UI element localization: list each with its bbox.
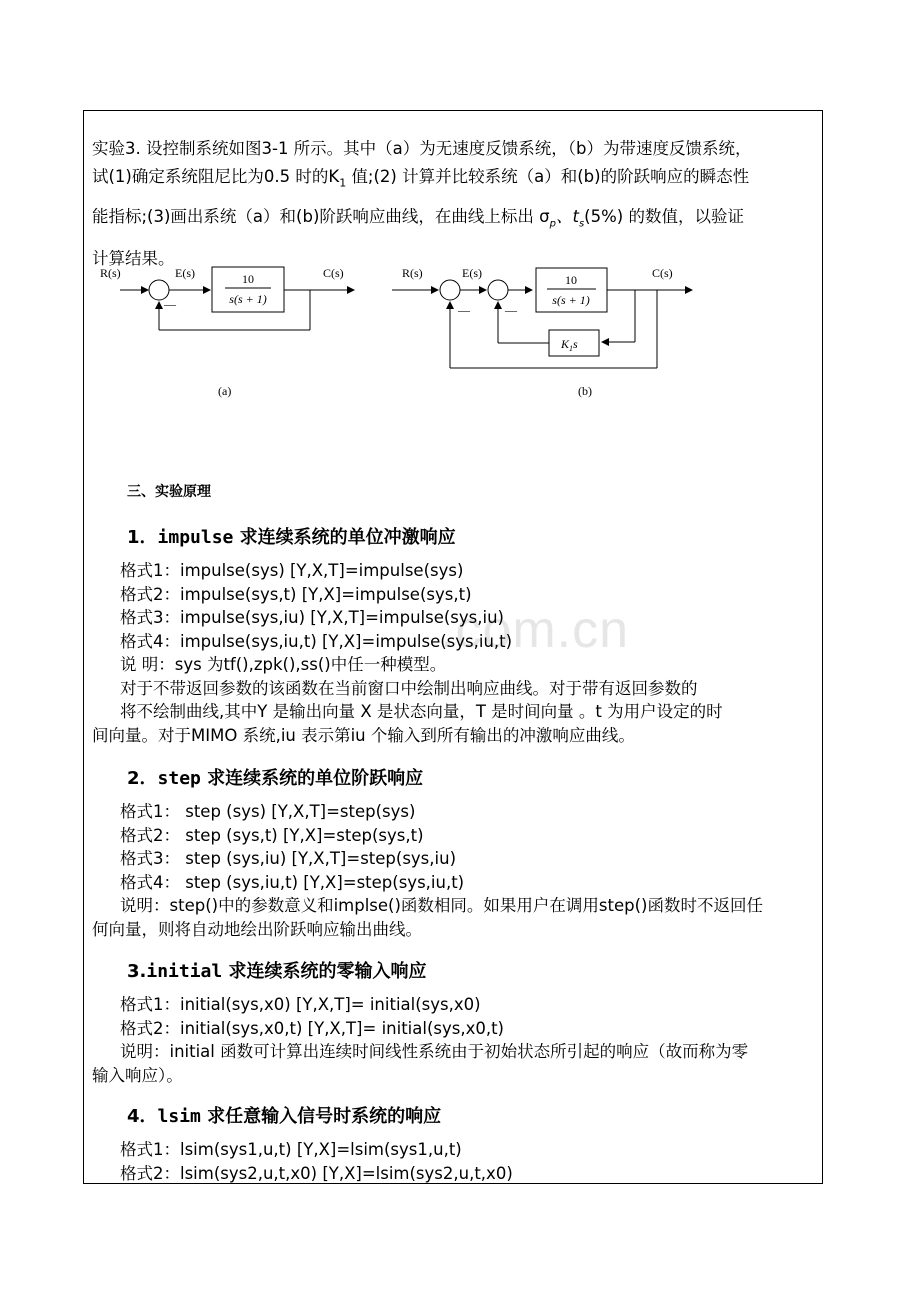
initial-note-b: 输入响应）。 xyxy=(92,1065,183,1085)
intro-line-4: 计算结果。 xyxy=(92,248,175,268)
lsim-body xyxy=(92,1138,820,1185)
label-r-b: R(s) xyxy=(402,266,423,280)
impulse-note: 说 明：sys 为tf(),zpk(),ss()中任一种模型。 xyxy=(120,655,447,674)
impulse-format-4: 格式4：impulse(sys,iu,t) [Y,X]=impulse(sys,iu,t) xyxy=(120,631,513,651)
svg-text:—: — xyxy=(505,303,517,317)
heading-impulse: 1．impulse 求连续系统的单位冲激响应 xyxy=(127,527,456,548)
svg-text:K1s: $K_1s$ xyxy=(561,337,578,353)
intro-line-3: 能指标;(3)画出系统（a）和(b)阶跃响应曲线，在曲线上标出 $\sigma_p$、$t_s(5\%)$ 的数值，以验证 xyxy=(92,207,744,230)
summing-junction-b2 xyxy=(488,280,508,300)
svg-text:10: 10 xyxy=(242,272,254,286)
initial-body xyxy=(92,993,820,1087)
svg-text:—: — xyxy=(458,303,470,317)
experiment-description xyxy=(92,135,822,273)
svg-text:10: 10 xyxy=(565,273,577,287)
label-c-a: C(s) xyxy=(323,266,344,280)
initial-format-1: 格式1：initial(sys,x0) [Y,X,T]= initial(sys,x0) xyxy=(120,995,481,1014)
impulse-body xyxy=(92,559,820,747)
step-format-1: 格式1： step (sys) [Y,X,T]=step(sys) xyxy=(120,802,416,821)
svg-text:—: — xyxy=(164,297,176,311)
step-note-b: 何向量，则将自动地绘出阶跃响应输出曲线。 xyxy=(92,919,422,939)
diagram-a xyxy=(100,266,354,398)
label-e-a: E(s) xyxy=(175,266,195,280)
initial-format-2: 格式2：initial(sys,x0,t) [Y,X,T]= initial(sys,x0,t) xyxy=(120,1018,504,1038)
impulse-para-2a: 将不绘制曲线,其中Y 是输出向量 X 是状态向量，T 是时间向量 。t 为用户设定的时 xyxy=(120,702,723,721)
block-diagram xyxy=(90,258,710,408)
impulse-format-3: 格式3：impulse(sys,iu) [Y,X,T]=impulse(sys,iu) xyxy=(120,608,504,627)
impulse-para-2b: 间向量。对于MIMO 系统,iu 表示第iu 个输入到所有输出的冲激响应曲线。 xyxy=(92,725,635,745)
step-body xyxy=(92,800,820,941)
caption-b: (b) xyxy=(578,384,592,398)
heading-initial: 3.initial 求连续系统的零输入响应 xyxy=(127,961,427,982)
intro-line-2: 试(1)确定系统阻尼比为0.5 时的$K_1$ 值;(2) 计算并比较系统（a）和(b)的阶跃响应的瞬态性 xyxy=(92,167,750,190)
impulse-format-2: 格式2：impulse(sys,t) [Y,X]=impulse(sys,t) xyxy=(120,584,472,604)
summing-junction-b1 xyxy=(440,280,460,300)
initial-note-a: 说明：initial 函数可计算出连续时间线性系统由于初始状态所引起的响应（故而称为零 xyxy=(120,1042,749,1061)
step-format-3: 格式3： step (sys,iu) [Y,X,T]=step(sys,iu) xyxy=(120,849,457,868)
section-heading-principle: 三、实验原理 xyxy=(127,484,211,500)
step-format-2: 格式2： step (sys,t) [Y,X]=step(sys,t) xyxy=(120,825,424,845)
diagram-b xyxy=(392,266,692,398)
label-r-a: R(s) xyxy=(100,266,121,280)
impulse-para-1: 对于不带返回参数的该函数在当前窗口中绘制出响应曲线。对于带有返回参数的 xyxy=(120,678,698,698)
watermark: .com.cn xyxy=(440,601,630,659)
label-c-b: C(s) xyxy=(652,266,673,280)
svg-text:s(s + 1): s(s + 1) xyxy=(552,293,590,307)
lsim-format-2: 格式2：lsim(sys2,u,t,x0) [Y,X]=lsim(sys2,u,t,x0) xyxy=(120,1163,513,1183)
step-note-a: 说明：step()中的参数意义和implse()函数相同。如果用户在调用step()函数时不返回任 xyxy=(120,896,763,915)
impulse-format-1: 格式1：impulse(sys) [Y,X,T]=impulse(sys) xyxy=(120,561,464,580)
label-e-b: E(s) xyxy=(462,266,482,280)
heading-step: 2．step 求连续系统的单位阶跃响应 xyxy=(127,768,424,789)
intro-line-1: 实验3. 设控制系统如图3-1 所示。其中（a）为无速度反馈系统，（b）为带速度反馈系统， xyxy=(92,139,752,158)
step-format-4: 格式4： step (sys,iu,t) [Y,X]=step(sys,iu,t) xyxy=(120,872,465,892)
lsim-format-1: 格式1：lsim(sys1,u,t) [Y,X]=lsim(sys1,u,t) xyxy=(120,1140,462,1159)
heading-lsim: 4．lsim 求任意输入信号时系统的响应 xyxy=(127,1106,442,1127)
caption-a: (a) xyxy=(218,384,232,398)
svg-text:s(s + 1): s(s + 1) xyxy=(229,292,267,306)
